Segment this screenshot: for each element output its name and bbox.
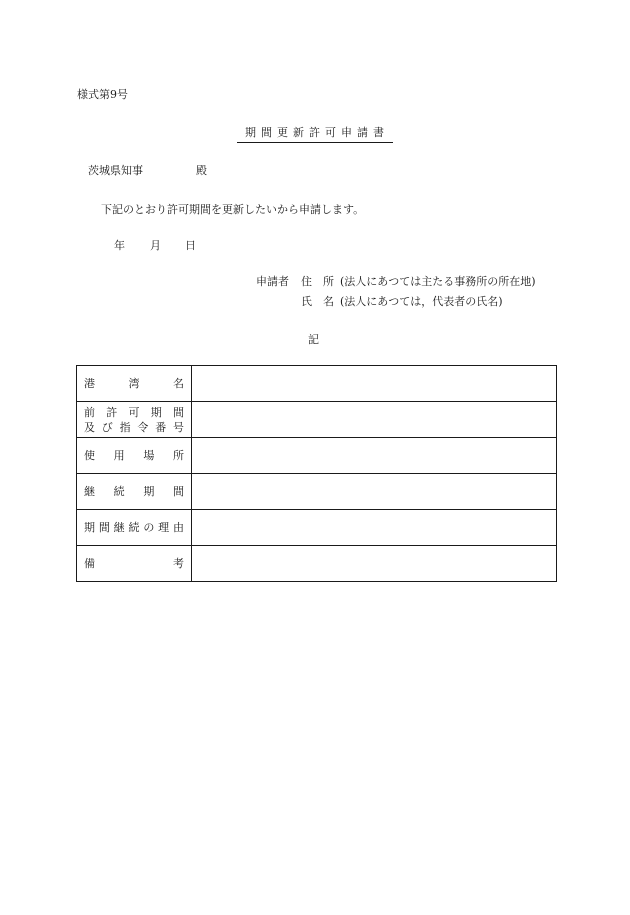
document-title-wrapper (0, 124, 630, 143)
name-note: (法人にあつては，代表者の氏名) (340, 295, 503, 308)
addressee: 茨城県知事 (88, 164, 143, 177)
table-row (77, 510, 557, 546)
table-row (77, 402, 557, 438)
table-row (77, 438, 557, 474)
details-table-body (77, 366, 557, 582)
table-row (77, 366, 557, 402)
row-label: 使用場所 (84, 449, 184, 462)
form-number: 様式第9号 (77, 88, 128, 101)
address-label: 住 所 (301, 275, 334, 288)
table-row (77, 546, 557, 582)
name-label: 氏 名 (301, 295, 334, 308)
row-value-field[interactable] (192, 438, 557, 474)
row-value-field[interactable] (192, 402, 557, 438)
row-value-field[interactable] (192, 366, 557, 402)
table-row (77, 474, 557, 510)
row-label: 備考 (84, 557, 184, 570)
row-label: 及び指令番号 (84, 420, 184, 434)
record-heading: 記 (308, 333, 319, 346)
row-label: 期間継続の理由 (84, 521, 184, 534)
date-year-label: 年 (114, 239, 125, 252)
address-note: (法人にあつては主たる事務所の所在地) (340, 275, 536, 288)
row-label-cell (77, 402, 192, 438)
details-table (76, 365, 557, 582)
row-label: 継続期間 (84, 485, 184, 498)
row-label-cell (77, 510, 192, 546)
addressee-honorific: 殿 (196, 164, 207, 177)
row-label-cell (77, 546, 192, 582)
row-label: 前許可期間 (84, 405, 184, 419)
row-value-field[interactable] (192, 546, 557, 582)
row-label-cell (77, 438, 192, 474)
applicant-label: 申請者 (256, 275, 289, 288)
row-value-field[interactable] (192, 510, 557, 546)
request-statement: 下記のとおり許可期間を更新したいから申請します。 (101, 203, 365, 216)
row-label-cell (77, 474, 192, 510)
row-label: 港湾名 (84, 377, 184, 390)
row-value-field[interactable] (192, 474, 557, 510)
date-day-label: 日 (185, 239, 196, 252)
row-label-cell (77, 366, 192, 402)
date-month-label: 月 (150, 239, 161, 252)
document-title: 期間更新許可申請書 (237, 124, 393, 143)
